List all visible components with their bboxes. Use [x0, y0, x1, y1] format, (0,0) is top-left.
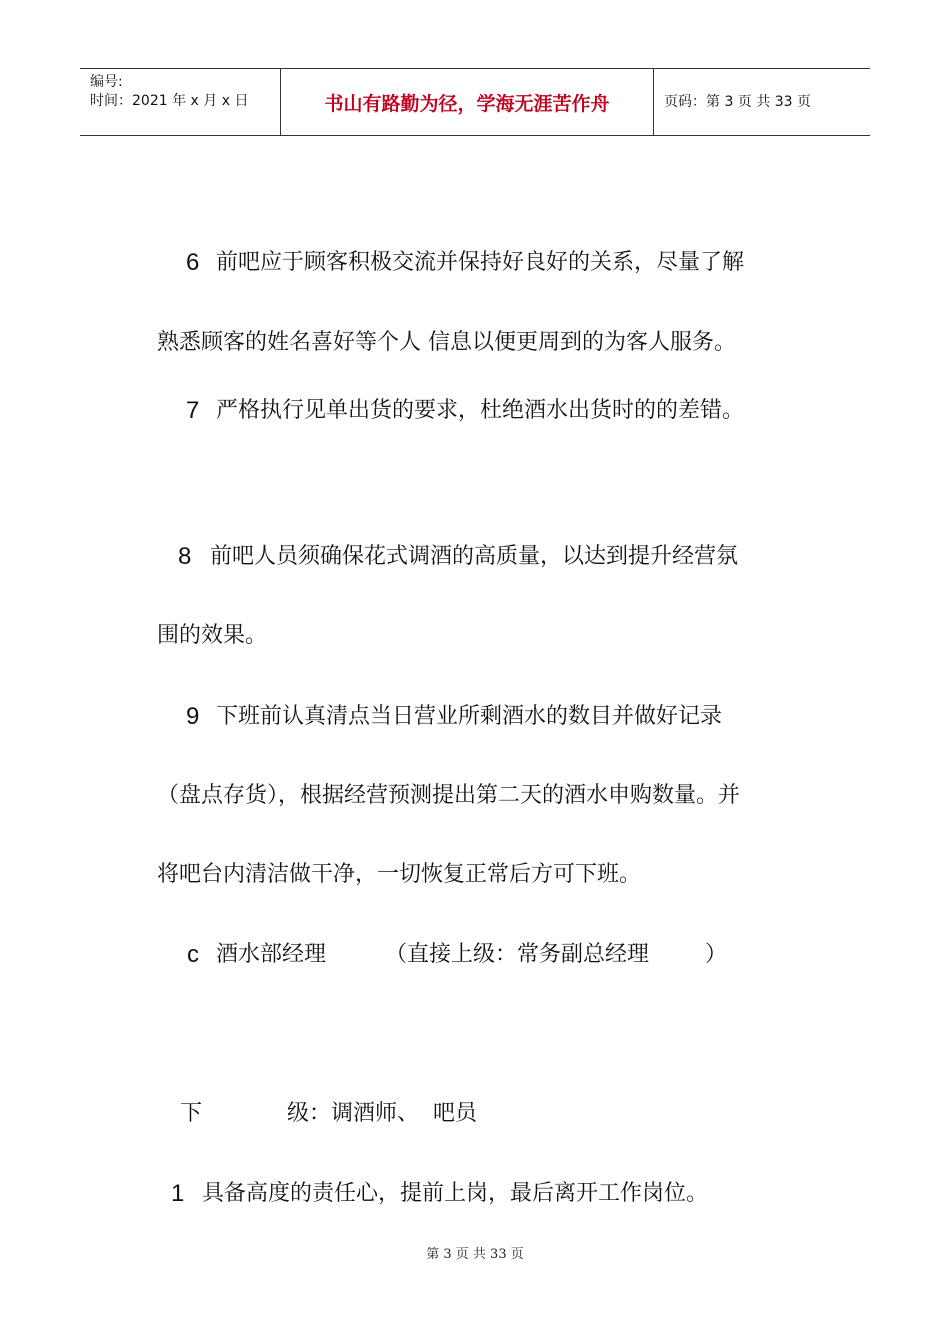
section-c-superior: （直接上级：常务副总经理 ）	[385, 942, 727, 967]
header-motto-cell	[281, 69, 654, 135]
item-1-line-1: 具备高度的责任心，提前上岗，最后离开工作岗位。	[202, 1181, 709, 1206]
item-8-line-2: 围的效果。	[157, 623, 268, 648]
subordinate-text: 级：调酒师、 吧员	[287, 1101, 477, 1126]
subordinate-label: 下	[180, 1101, 203, 1126]
item-6-number: 6	[186, 249, 200, 276]
section-c-title: 酒水部经理	[216, 942, 327, 967]
section-c-letter: c	[187, 941, 199, 968]
motto-text: 书山有路勤为径，学海无涯苦作舟	[324, 93, 610, 115]
item-7-number: 7	[186, 397, 200, 424]
code-label: 编号:	[90, 74, 123, 90]
item-9-line-2: （盘点存货），根据经营预测提出第二天的酒水申购数量。并	[157, 783, 741, 808]
item-9-number: 9	[186, 703, 200, 730]
item-9-line-3: 将吧台内清洁做干净，一切恢复正常后方可下班。	[157, 862, 642, 887]
page-footer: 第 3 页 共 33 页	[426, 1247, 524, 1262]
item-7-line-1: 严格执行见单出货的要求，杜绝酒水出货时的的差错。	[216, 398, 745, 423]
item-1-number: 1	[171, 1180, 185, 1207]
header-meta-cell	[80, 69, 281, 135]
header-page-cell	[654, 69, 870, 135]
item-6-line-2: 熟悉顾客的姓名喜好等个人 信息以便更周到的为客人服务。	[157, 330, 736, 355]
item-9-line-1: 下班前认真清点当日营业所剩酒水的数目并做好记录	[216, 704, 723, 729]
item-8-number: 8	[178, 543, 192, 570]
item-6-line-1: 前吧应于顾客积极交流并保持好良好的关系，尽量了解	[216, 250, 745, 275]
time-label: 时间：2021 年 x 月 x 日	[90, 93, 249, 109]
document-header	[80, 68, 870, 136]
page-info: 页码：第 3 页 共 33 页	[664, 94, 811, 110]
item-8-line-1: 前吧人员须确保花式调酒的高质量，以达到提升经营氛	[210, 544, 739, 569]
